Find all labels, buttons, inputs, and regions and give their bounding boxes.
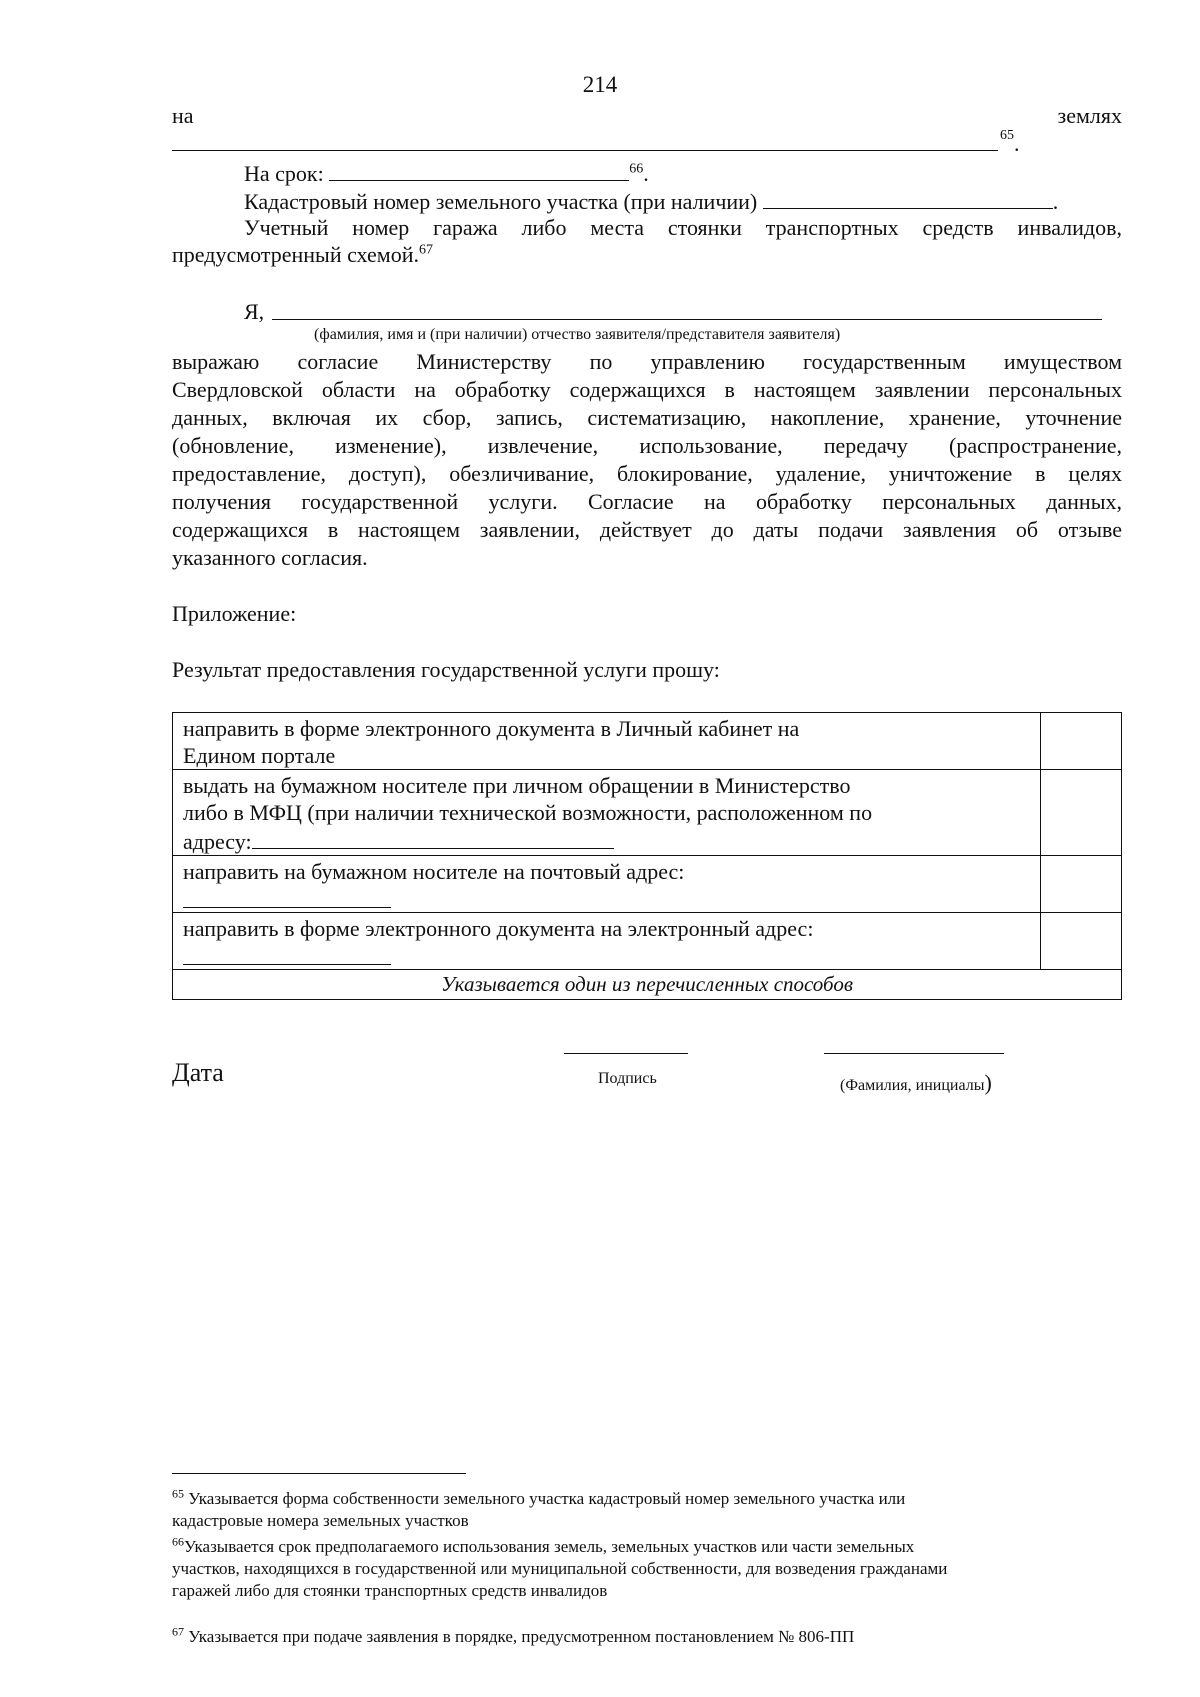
name-initials-blank[interactable] (824, 1053, 1004, 1054)
cadastral-field (244, 186, 1058, 216)
consent-line: Свердловской области на обработку содержащихся в настоящем заявлении персональных (172, 377, 1122, 402)
table-row (173, 770, 1122, 856)
garage-line-2-text: предусмотренный схемой. (172, 242, 419, 267)
cadastral-label: Кадастровый номер земельного участка (при наличии) (244, 189, 758, 214)
cadastral-blank[interactable] (763, 186, 1053, 209)
footnote-separator (172, 1473, 466, 1474)
term-end: . (643, 161, 649, 186)
land-blank-line (172, 150, 998, 151)
table-row (173, 856, 1122, 913)
line-top-left-word: на (172, 103, 194, 128)
signature-caption: Подпись (598, 1070, 657, 1087)
consent-line: данных, включая их сбор, запись, систематизацию, накопление, хранение, уточнение (172, 405, 1122, 430)
option-checkbox-cell[interactable] (1041, 913, 1122, 970)
option-text: направить на бумажном носителе на почтовый адрес: (173, 856, 1041, 913)
table-row (173, 913, 1122, 970)
consent-last-line: указанного согласия. (172, 545, 368, 570)
page-number: 214 (582, 72, 618, 97)
footnote-66-line-3: гаражей либо для стоянки транспортных средств инвалидов (172, 1581, 608, 1600)
consent-line: (обновление, изменение), извлечение, использование, передачу (распространение, (172, 433, 1122, 458)
postal-address-blank[interactable] (183, 885, 391, 908)
footnote-66-line-2: участков, находящихся в государственной или муниципальной собственности, для возведения гражданами (172, 1559, 948, 1578)
consent-ya: Я, (244, 299, 265, 324)
email-address-blank[interactable] (183, 942, 391, 965)
consent-line: выражаю согласие Министерству по управлению государственным имуществом (172, 349, 1122, 374)
option-text: направить в форме электронного документа в Личный кабинет на Едином портале (173, 713, 1041, 770)
signature-blank[interactable] (564, 1053, 688, 1054)
cadastral-end: . (1052, 189, 1059, 214)
consent-line: содержащихся в настоящем заявлении, действует до даты подачи заявления об отзыве (172, 517, 1122, 542)
garage-line-1: Учетный номер гаража либо места стоянки транспортных средств инвалидов, (244, 215, 1122, 240)
garage-line-2 (172, 241, 433, 269)
land-line-end: . (1014, 131, 1020, 156)
option-checkbox-cell[interactable] (1041, 713, 1122, 770)
line-top-right-word: землях (1057, 103, 1122, 128)
footnote-mark-65: 65 (1000, 128, 1014, 143)
consent-line: предоставление, доступ), обезличивание, блокирование, удаление, уничтожение в целях (172, 461, 1122, 486)
option-checkbox-cell[interactable] (1041, 856, 1122, 913)
footnote-67: $^{67}$ Указывается при подаче заявления в порядке, предусмотренном постановлением № 806-ПП (172, 1624, 855, 1646)
date-label: Дата (172, 1058, 224, 1087)
mfc-address-blank[interactable] (252, 826, 614, 849)
table-row (173, 713, 1122, 770)
option-text: направить в форме электронного документа на электронный адрес: (173, 913, 1041, 970)
footnote-65: $^{65}$ Указывается форма собственности земельного участка кадастровый номер земельного участка или (172, 1486, 906, 1508)
footnote-mark-67: 67 (418, 242, 433, 258)
applicant-name-caption: (фамилия, имя и (при наличии) отчество заявителя/представителя заявителя) (314, 326, 841, 343)
footnote-65-line-2: кадастровые номера земельных участков (172, 1511, 469, 1530)
appendix-label: Приложение: (172, 601, 297, 626)
consent-line: получения государственной услуги. Согласие на обработку персональных данных, (172, 489, 1122, 514)
result-options-table (172, 712, 1122, 1000)
table-row (173, 970, 1122, 1000)
footnote-66: $^{66}$Указывается срок предполагаемого использования земель, земельных участков или части земельных (172, 1534, 915, 1556)
footnote-mark-66: 66 (629, 161, 644, 177)
term-blank[interactable] (329, 158, 629, 181)
option-checkbox-cell[interactable] (1041, 770, 1122, 856)
option-text: выдать на бумажном носителе при личном обращении в Министерство либо в МФЦ (при наличии технической возможности, расположенном по адресу: (173, 770, 1041, 856)
table-note: Указывается один из перечисленных способов (173, 970, 1122, 1000)
term-label: На срок: (244, 161, 324, 186)
name-initials-caption: (Фамилия, инициалы) (840, 1070, 992, 1095)
term-field (244, 158, 649, 188)
result-label: Результат предоставления государственной услуги прошу: (172, 657, 720, 682)
applicant-name-blank[interactable] (272, 319, 1102, 320)
